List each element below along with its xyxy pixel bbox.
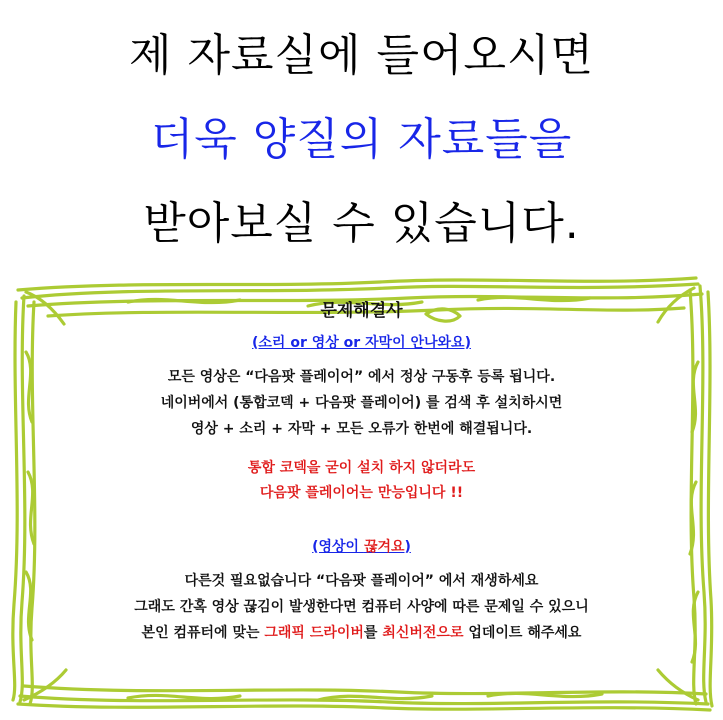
section2-subtitle-accent: 끊겨요	[363, 539, 405, 555]
spacer-1	[38, 442, 685, 456]
section2-subtitle-prefix: (영상이	[312, 539, 364, 555]
section2-subtitle	[38, 536, 685, 558]
section1-warn-1: 통합 코덱을 굳이 설치 하지 않더라도	[247, 460, 476, 476]
note-title: 문제해결사	[320, 301, 403, 321]
section2-line-1: 다른것 필요없습니다 “다음팟 플레이어” 에서 재생하세요	[184, 573, 539, 589]
spacer-2	[38, 506, 685, 536]
section2-line-3-pre: 본인 컴퓨터에 맞는	[141, 625, 265, 641]
section2-line-3-mid: 를	[363, 625, 383, 641]
section2-line-3-accent-2: 최신버전으로	[382, 625, 464, 641]
section1-line-2: 네이버에서 (통합코덱 + 다음팟 플레이어) 를 검색 후 설치하시면	[160, 395, 563, 411]
section2-line-3-post: 업데이트 해주세요	[463, 625, 582, 641]
section1-subtitle: (소리 or 영상 or 자막이 안나와요)	[252, 335, 471, 351]
section2-subtitle-suffix: )	[404, 539, 411, 555]
section2-line-3	[38, 620, 685, 646]
section1-warn-2: 다음팟 플레이어는 만능입니다 !!	[259, 485, 464, 501]
headline-line-2: 더욱 양질의 자료들을	[150, 114, 573, 165]
headline-line-1: 제 자료실에 들어오시면	[128, 30, 594, 81]
section1-line-3: 영상 + 소리 + 자막 + 모든 오류가 한번에 해결됩니다.	[190, 421, 533, 437]
headline-line-3: 받아보실 수 있습니다.	[143, 198, 580, 249]
section2-line-3-accent-1: 그래픽 드라이버	[264, 625, 364, 641]
note-content	[38, 300, 685, 646]
section2-line-2: 그래도 간혹 영상 끊김이 발생한다면 컴퓨터 사양에 따른 문제일 수 있으니	[134, 599, 589, 615]
section1-line-1: 모든 영상은 “다음팟 플레이어” 에서 정상 구동후 등록 됩니다.	[167, 369, 556, 385]
headline-block	[0, 14, 723, 266]
